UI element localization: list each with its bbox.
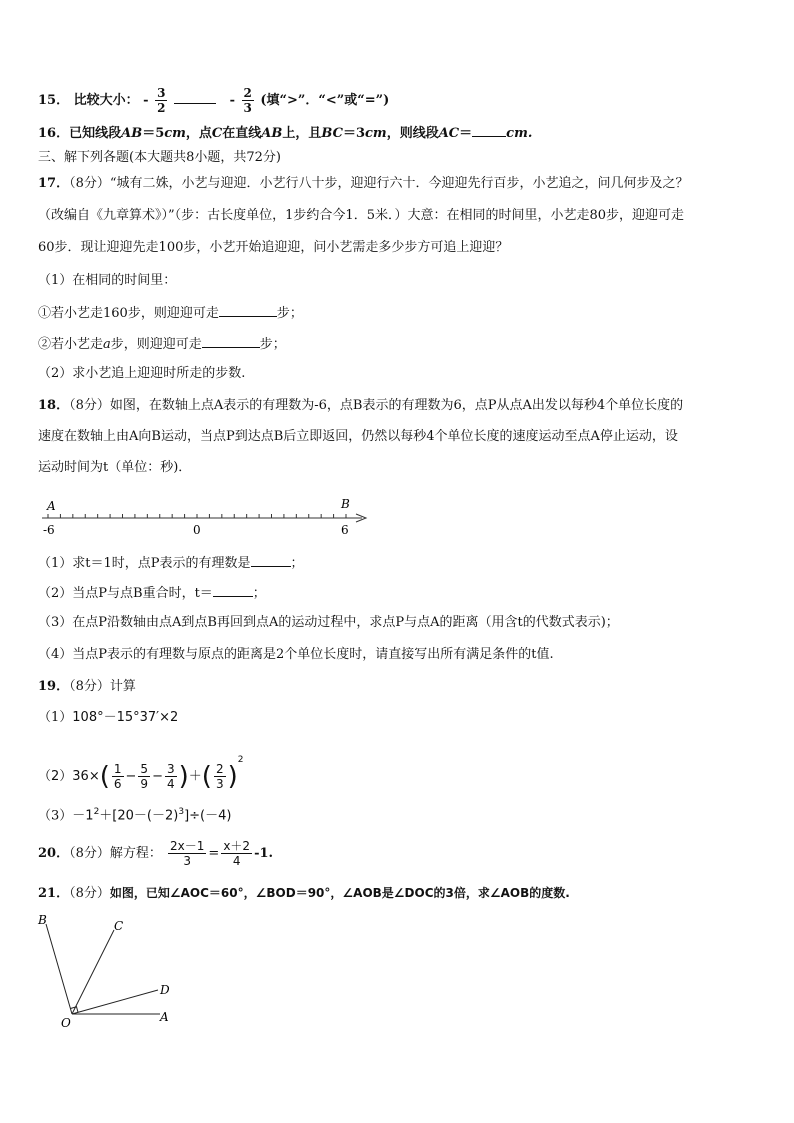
q16-number: 16． xyxy=(38,126,70,141)
q15-label: 比较大小： xyxy=(73,93,139,108)
q19-s1 xyxy=(38,710,178,726)
q15-f2-den: 3 xyxy=(243,101,252,115)
q15-f1-num: 3 xyxy=(157,86,166,100)
q18-sub2-post: ； xyxy=(252,586,266,601)
q21-angle-figure xyxy=(34,908,174,1033)
q19-s2-frac-1 xyxy=(112,762,124,791)
q19-s1-label: （1） xyxy=(38,710,73,725)
q21 xyxy=(38,885,570,902)
q20 xyxy=(38,836,273,872)
q19-s2-mid: ＋ xyxy=(188,769,202,784)
q18-text-1: 如图，在数轴上点A表示的有理数为-6，点B表示的有理数为6，点P从点A出发以每秒4个单位长度的 xyxy=(109,398,684,413)
q15-f2-num: 2 xyxy=(243,86,252,100)
ray-oc xyxy=(72,930,114,1014)
q18-line2: 速度在数轴上由A向B运动，当点P到达点B后立即返回，仍然以每秒4个单位长度的速度运动至点A停止运动，设 xyxy=(38,429,678,444)
q18-sub1-pre: （1）求t＝1时，点P表示的有理数是 xyxy=(38,556,251,571)
label-o: O xyxy=(61,1016,71,1030)
q18-sub4: （4）当点P表示的有理数与原点的距离是2个单位长度时，请直接写出所有满足条件的t值. xyxy=(38,647,554,662)
q17-sub1: （1）在相同的时间里： xyxy=(38,273,177,288)
q17-sub1b-post: 步； xyxy=(259,337,286,352)
q18-number-line xyxy=(36,496,376,540)
axis-ticks xyxy=(48,514,346,518)
q18-sub1-blank[interactable] xyxy=(251,554,291,567)
q16-text-b: ＝5 xyxy=(142,126,165,141)
q15-answer-blank[interactable] xyxy=(174,91,216,104)
q18-sub3: （3）在点P沿数轴由点A到点B再回到点A的运动过程中，求点P与点A的距离（用含t的代数式表示)； xyxy=(38,615,619,630)
q17-sub1a-blank[interactable] xyxy=(219,304,277,317)
axis-label-a: A xyxy=(47,499,56,513)
q19-s2-f3-num: 3 xyxy=(166,762,175,776)
q15-fraction-1 xyxy=(155,86,167,115)
q20-number: 20． xyxy=(38,846,70,861)
q15-f2-sign: - xyxy=(229,93,235,108)
q17-sub1a-pre: ①若小艺走160步，则迎迎可走 xyxy=(38,306,219,321)
q17-sub1b-blank[interactable] xyxy=(202,335,260,348)
q16-ac: AC xyxy=(438,126,460,141)
q19-s2-f1-den: 6 xyxy=(113,777,122,791)
q19-s3-tail: ]÷(－4) xyxy=(184,808,232,824)
q17-number: 17． xyxy=(38,176,70,191)
axis-label-b: B xyxy=(341,497,350,511)
q18-line1 xyxy=(38,398,683,414)
q16 xyxy=(38,124,532,142)
q19-s2-frac-4 xyxy=(214,762,226,791)
q19-s2-frac-2 xyxy=(138,762,150,791)
q19-s2-paren-close: ) xyxy=(178,761,189,792)
q19-s3-exp2: 3 xyxy=(178,807,185,817)
q17-sub1a-post: 步； xyxy=(276,306,303,321)
q19-s2-paren-open-2: ( xyxy=(201,761,212,792)
q19-s2-exp: 2 xyxy=(237,755,244,765)
q19-s2-paren-close-2: ) xyxy=(227,761,238,792)
q17-line2: （改编自《九章算术》）”（步：古长度单位，1步约合今1．5米．）大意：在相同的时间里，小艺走80步，迎迎可走 xyxy=(38,208,685,223)
q17-points: （8分） xyxy=(69,176,110,191)
q21-number: 21． xyxy=(38,886,70,901)
q16-cm1: cm xyxy=(164,126,186,141)
q19-s2: （2）36×( $\frac{1}{6}$ − $\frac{5}{9}$ − $\frac{3}{4}$ )＋( $\frac{2}{3}$ )$^2$ xyxy=(38,755,244,792)
q19-s2-lead: 36× xyxy=(72,769,100,784)
q19-s2-label: （2） xyxy=(38,769,73,784)
q19-s3-mid: ＋[20－(－2) xyxy=(99,808,179,824)
section-heading: 三、解下列各题(本大题共8小题，共72分) xyxy=(38,150,281,165)
q16-text-c: ，点 xyxy=(185,126,212,141)
q15-f1-sign: - xyxy=(143,93,149,108)
q19-s2-paren-open: ( xyxy=(99,761,110,792)
q19-s3 xyxy=(38,804,231,824)
q19-title: 计算 xyxy=(109,679,136,694)
q16-text-g: ，则线段 xyxy=(386,126,439,141)
ray-ob xyxy=(46,924,72,1014)
q20-f2-den: 4 xyxy=(221,853,252,868)
q16-text-h: ＝ xyxy=(459,126,473,141)
q17-sub1b-mid: 步，则迎迎可走 xyxy=(110,337,202,352)
q20-frac-2 xyxy=(221,839,252,868)
axis-tick-left: -6 xyxy=(43,523,55,537)
q18-line3: 运动时间为t（单位：秒)． xyxy=(38,460,192,475)
q19-s3-lead: －1 xyxy=(72,808,94,824)
q19-s2-f4-num: 2 xyxy=(215,762,224,776)
q20-frac-1 xyxy=(168,839,206,868)
q18-sub2-blank[interactable] xyxy=(213,584,253,597)
label-a: A xyxy=(160,1010,169,1024)
q17-sub1b-pre: ②若小艺走 xyxy=(38,337,104,352)
axis-tick-zero: 0 xyxy=(193,523,201,537)
q19-s2-f4-den: 3 xyxy=(215,777,224,791)
axis-tick-right: 6 xyxy=(341,523,349,537)
q16-cm2: cm xyxy=(365,126,387,141)
q16-c: C xyxy=(211,126,223,141)
q17-line1 xyxy=(38,176,689,192)
q16-text-d: 在直线 xyxy=(222,126,262,141)
q19-s3-label: （3） xyxy=(38,808,73,824)
q20-eq: = xyxy=(208,846,220,861)
q17-sub2: （2）求小艺追上迎迎时所走的步数. xyxy=(38,366,246,381)
q21-points: （8分） xyxy=(69,886,110,901)
q16-text-e: 上，且 xyxy=(282,126,322,141)
q17-sub1b-var: a xyxy=(103,337,111,352)
q19-number: 19． xyxy=(38,679,70,694)
q18-sub2-pre: （2）当点P与点B重合时，t＝ xyxy=(38,586,213,601)
q19-title-line xyxy=(38,679,136,695)
q16-text-a: 已知线段 xyxy=(69,126,122,141)
q16-answer-blank[interactable] xyxy=(472,124,506,137)
q18-sub1 xyxy=(38,554,304,572)
q15-fraction-2 xyxy=(242,86,254,115)
q20-points: （8分） xyxy=(69,846,110,861)
q15-number: 15． xyxy=(38,93,70,108)
q17-sub1a xyxy=(38,304,303,322)
ray-od xyxy=(72,990,158,1014)
q16-text-f: ＝3 xyxy=(342,126,366,141)
q19-s2-f1-num: 1 xyxy=(113,762,122,776)
q19-s1-expr: 108°－15°37′×2 xyxy=(72,710,179,725)
q20-f1-den: 3 xyxy=(168,853,206,868)
q19-s2-f3-den: 4 xyxy=(166,777,175,791)
q16-ab2: AB xyxy=(261,126,283,141)
q20-f1-num: 2x－1 xyxy=(170,839,205,853)
q20-f2-num: x＋2 xyxy=(223,839,251,853)
q19-s2-f2-num: 5 xyxy=(140,762,149,776)
q19-s3-exp1: 2 xyxy=(93,807,100,817)
q18-sub2 xyxy=(38,584,266,602)
q16-cm3: cm. xyxy=(506,126,533,141)
label-b: B xyxy=(38,913,47,927)
q17-text-1: “城有二姝，小艺与迎迎．小艺行八十步，迎迎行六十．今迎迎先行百步，小艺追之，问几何步及之？ xyxy=(109,176,689,191)
q18-points: （8分） xyxy=(69,398,110,413)
q19-s2-f2-den: 9 xyxy=(140,777,149,791)
q19-s2-frac-3 xyxy=(165,762,177,791)
q20-tail: -1. xyxy=(254,846,274,861)
label-d: D xyxy=(160,983,170,997)
q15-f1-den: 2 xyxy=(157,101,166,115)
q17-line3: 60步．现让迎迎先走100步，小艺开始追迎迎，问小艺需走多少步方可追上迎迎？ xyxy=(38,240,509,255)
q15 xyxy=(38,86,389,115)
q18-sub1-post: ； xyxy=(290,556,304,571)
q15-hint: (填“>”．“<”或“=”) xyxy=(260,93,390,108)
label-c: C xyxy=(114,919,124,933)
q20-title: 解方程： xyxy=(109,846,162,861)
q21-text: 如图，已知∠AOC＝60°，∠BOD＝90°，∠AOB是∠DOC的3倍，求∠AOB的度数. xyxy=(109,886,570,900)
q19-points: （8分） xyxy=(69,679,110,694)
q16-bc: BC xyxy=(321,126,343,141)
q18-number: 18． xyxy=(38,398,70,413)
q16-ab: AB xyxy=(121,126,143,141)
q17-sub1b xyxy=(38,335,286,353)
